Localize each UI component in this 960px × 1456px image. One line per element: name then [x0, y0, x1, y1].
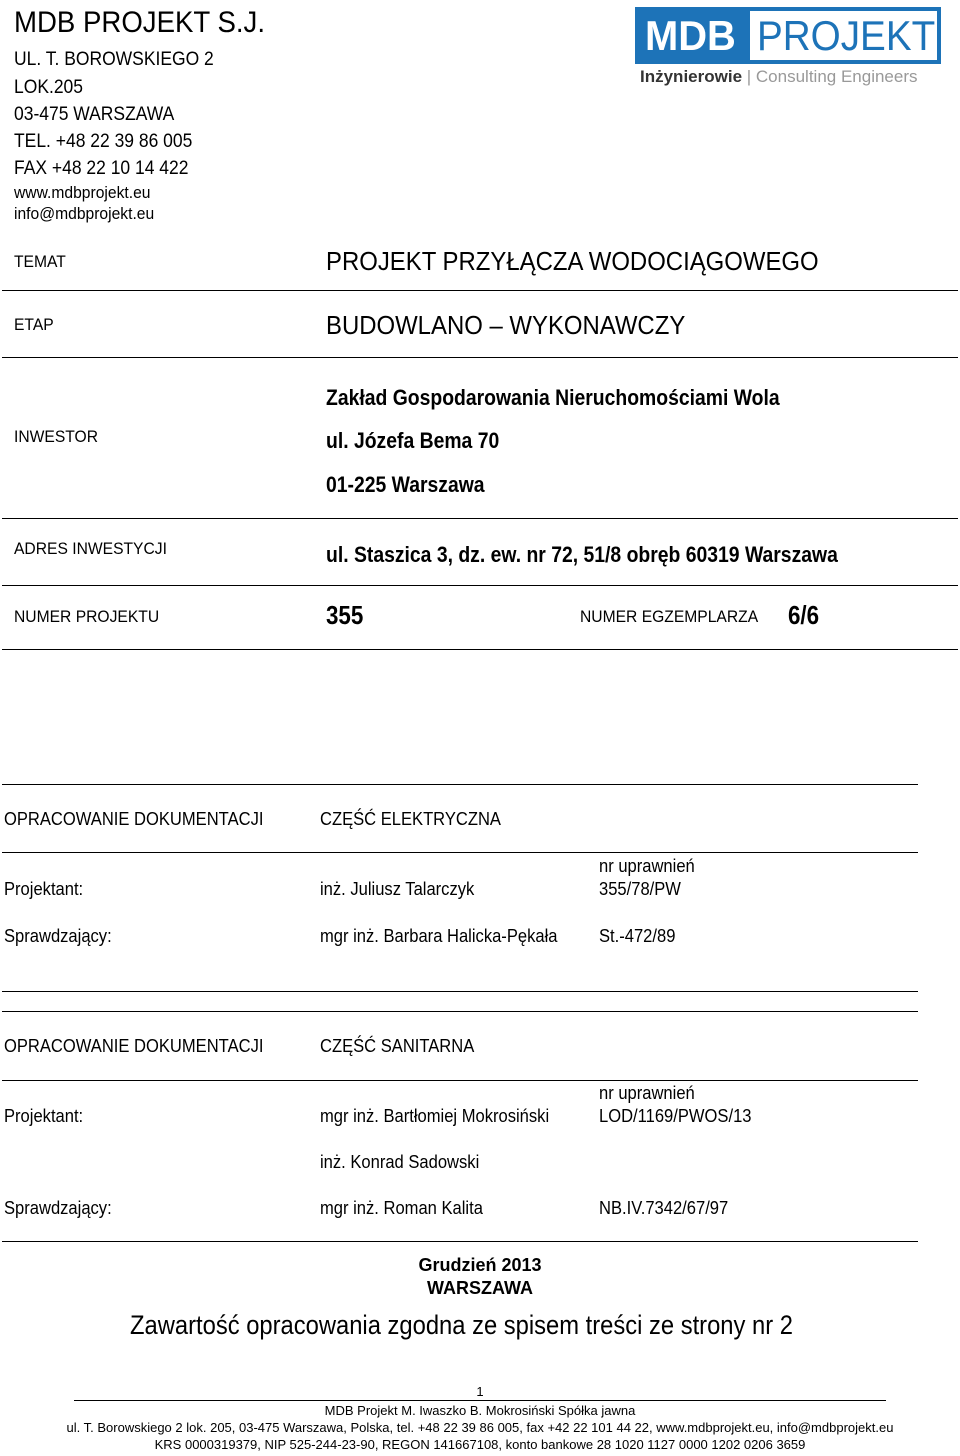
company-city: 03-475 WARSZAWA — [14, 104, 175, 125]
footer-line3: KRS 0000319379, NIP 525-244-23-90, REGON 141667108, konto bankowe 28 1020 1127 0000 1202 0206 3659 — [154, 1437, 806, 1452]
electrical-designer-name: inż. Juliusz Talarczyk — [320, 879, 475, 899]
divider — [2, 290, 958, 291]
inwestor-line2: ul. Józefa Bema 70 — [326, 428, 500, 453]
sanitary-checker-name: mgr inż. Roman Kalita — [320, 1198, 483, 1218]
divider — [2, 784, 918, 785]
logo-subtitle — [640, 67, 918, 87]
project-number-label: NUMER PROJEKTU — [14, 607, 160, 626]
company-email: info@mdbprojekt.eu — [14, 204, 155, 223]
company-street: UL. T. BOROWSKIEGO 2 — [14, 49, 214, 70]
sanitary-designer-name: mgr inż. Bartłomiej Mokrosiński — [320, 1106, 550, 1126]
temat-value: PROJEKT PRZYŁĄCZA WODOCIĄGOWEGO — [326, 246, 819, 276]
logo-mdb-text: MDB — [645, 12, 736, 59]
adres-label: ADRES INWESTYCJI — [14, 539, 167, 558]
company-www: www.mdbprojekt.eu — [14, 183, 151, 202]
project-number-value: 355 — [326, 600, 364, 630]
temat-label: TEMAT — [14, 252, 66, 271]
logo-projekt-text: PROJEKT — [757, 12, 936, 59]
divider — [2, 1011, 918, 1012]
sanitary-part: CZĘŚĆ SANITARNA — [320, 1036, 475, 1056]
logo-sub-b: Consulting Engineers — [755, 67, 918, 86]
divider — [2, 357, 958, 358]
divider — [2, 518, 958, 519]
footer-line1: MDB Projekt M. Iwaszko B. Mokrosiński Spółka jawna — [324, 1403, 636, 1418]
electrical-checker-license: St.-472/89 — [599, 926, 676, 946]
footer-line2: ul. T. Borowskiego 2 lok. 205, 03-475 Warszawa, Polska, tel. +48 22 39 86 005, fax +42 22 101 44 22, www.mdbprojekt.eu, info@mdbprojekt.eu — [66, 1420, 894, 1435]
company-unit: LOK.205 — [14, 77, 83, 98]
inwestor-line3: 01-225 Warszawa — [326, 472, 485, 497]
logo-sub-sep: | — [742, 67, 756, 86]
sanitary-license-header: nr uprawnień — [599, 1083, 695, 1103]
sanitary-designer2-name: inż. Konrad Sadowski — [320, 1152, 480, 1172]
electrical-checker-name: mgr inż. Barbara Halicka-Pękała — [320, 926, 558, 946]
logo-sub-a: Inżynierowie — [640, 67, 743, 86]
copy-number-label: NUMER EGZEMPLARZA — [580, 607, 759, 626]
company-fax: FAX +48 22 10 14 422 — [14, 158, 189, 179]
date-city: WARSZAWA — [427, 1278, 533, 1298]
divider — [2, 1241, 918, 1242]
divider — [2, 852, 918, 853]
divider — [2, 585, 958, 586]
divider — [2, 991, 918, 992]
electrical-designer-license: 355/78/PW — [599, 879, 681, 899]
copy-number-value: 6/6 — [788, 600, 820, 630]
electrical-license-header: nr uprawnień — [599, 856, 695, 876]
contents-note: Zawartość opracowania zgodna ze spisem treści ze strony nr 2 — [130, 1310, 793, 1340]
sanitary-checker-label: Sprawdzający: — [4, 1198, 112, 1218]
footer-divider — [74, 1400, 886, 1401]
electrical-heading: OPRACOWANIE DOKUMENTACJI — [4, 809, 264, 829]
adres-value: ul. Staszica 3, dz. ew. nr 72, 51/8 obręb 60319 Warszawa — [326, 542, 838, 567]
electrical-part: CZĘŚĆ ELEKTRYCZNA — [320, 809, 501, 829]
page-number: 1 — [476, 1384, 484, 1399]
company-tel: TEL. +48 22 39 86 005 — [14, 131, 193, 152]
company-name: MDB PROJEKT S.J. — [14, 6, 266, 39]
etap-label: ETAP — [14, 315, 54, 334]
sanitary-heading: OPRACOWANIE DOKUMENTACJI — [4, 1036, 264, 1056]
divider — [2, 649, 958, 650]
sanitary-designer-license: LOD/1169/PWOS/13 — [599, 1106, 752, 1126]
electrical-checker-label: Sprawdzający: — [4, 926, 112, 946]
inwestor-line1: Zakład Gospodarowania Nieruchomościami Wola — [326, 385, 780, 410]
electrical-designer-label: Projektant: — [4, 879, 84, 899]
sanitary-checker-license: NB.IV.7342/67/97 — [599, 1198, 729, 1218]
inwestor-label: INWESTOR — [14, 427, 99, 446]
sanitary-designer-label: Projektant: — [4, 1106, 84, 1126]
etap-value: BUDOWLANO – WYKONAWCZY — [326, 310, 686, 340]
date-month: Grudzień 2013 — [418, 1255, 542, 1275]
divider — [2, 1080, 918, 1081]
